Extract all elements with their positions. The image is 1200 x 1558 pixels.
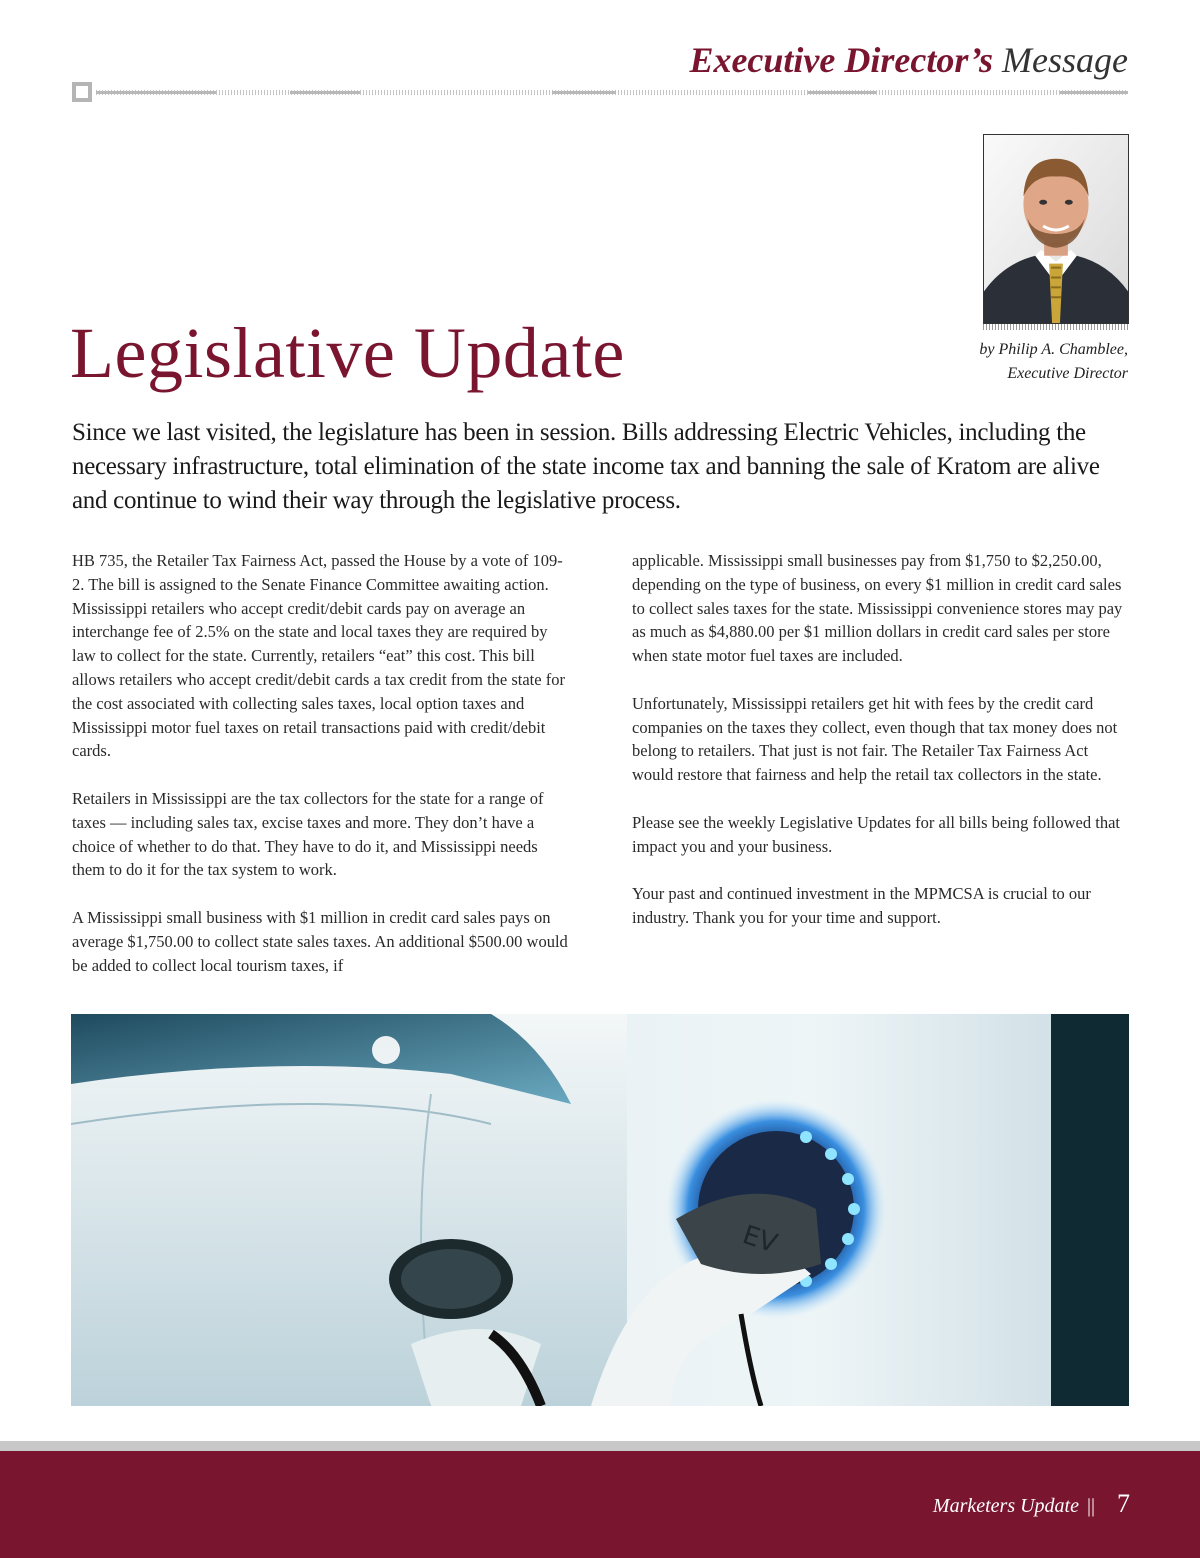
- body-paragraph: Unfortunately, Mississippi retailers get hit with fees by the credit card companies on the taxes they collect, even though that tax money does not belong to retailers. That just is not fair. The Retailer Tax Fairness Act would restore that fairness and help the retail tax collectors in the state.: [632, 693, 1118, 785]
- header-rule-segment: [552, 91, 616, 94]
- byline: [908, 338, 1128, 386]
- author-portrait: [983, 134, 1129, 324]
- body-column-right: [632, 549, 1132, 954]
- footer-page-number: 7: [1117, 1489, 1130, 1518]
- header-rule-segment: [1060, 91, 1128, 94]
- body-column-left: [72, 549, 572, 1001]
- footer-publication: Marketers Update: [932, 1495, 1079, 1517]
- section-header-strong: Executive Director’s: [689, 40, 994, 80]
- body-paragraph: Please see the weekly Legislative Updates for all bills being followed that impact you and your business.: [632, 812, 1120, 856]
- ev-charging-photo: [71, 1014, 1129, 1406]
- portrait-dotted-rule: [983, 324, 1129, 330]
- header-rule-segment: [96, 91, 216, 94]
- ev-plug-label: EV: [738, 1220, 781, 1260]
- body-paragraph: Your past and continued investment in the MPMCSA is crucial to our industry. Thank you for your time and support.: [632, 884, 1091, 927]
- article-title: Legislative Update: [70, 313, 625, 393]
- section-header-light: Message: [1002, 40, 1128, 80]
- body-paragraph: applicable. Mississippi small businesses pay from $1,750 to $2,250.00, depending on the type of business, on every $1 million in credit card sales to collect sales taxes for the state. Mississippi convenience stores may pay as much as $4,880.00 per $1 million dollars in credit card sales per store when state motor fuel taxes are included.: [632, 551, 1123, 666]
- footer-separator: ||: [1086, 1495, 1095, 1517]
- body-paragraph: HB 735, the Retailer Tax Fairness Act, passed the House by a vote of 109-2. The bill is assigned to the Senate Finance Committee awaiting action. Mississippi retailers who accept credit/debit cards pay on average an interchange fee of 2.5% on the state and local taxes they are required by law to collect for the state. Currently, retailers “eat” this cost. This bill allows retailers who accept credit/debit cards a tax credit from the state for the cost associated with collecting sales taxes, local option taxes and Mississippi motor fuel taxes on retail transactions paid with credit/debit cards.: [72, 551, 565, 761]
- byline-role: Executive Director: [1007, 365, 1128, 382]
- section-header: [689, 38, 1128, 82]
- body-paragraph: A Mississippi small business with $1 million in credit card sales pays on average $1,750.00 to collect state sales taxes. An additional $500.00 would be added to collect local tourism taxes, if: [72, 907, 568, 975]
- header-rule-segment: [290, 91, 360, 94]
- byline-name: by Philip A. Chamblee,: [979, 341, 1128, 358]
- footer-gray-rule: [0, 1441, 1200, 1451]
- body-paragraph: Retailers in Mississippi are the tax collectors for the state for a range of taxes — including sales tax, excise taxes and more. They don’t have a choice of whether to do that. They have to do it, and Mississippi needs them to do it for the tax system to work.: [72, 788, 544, 880]
- header-rule-square-icon: [72, 82, 92, 102]
- article-intro: Since we last visited, the legislature has been in session. Bills addressing Electric Vehicles, including the necessary infrastructure, total elimination of the state income tax and banning the sale of Kratom are alive and continue to wind their way through the legislative process.: [72, 419, 1100, 514]
- footer-text: [933, 1490, 1130, 1520]
- header-rule-segment: [808, 91, 876, 94]
